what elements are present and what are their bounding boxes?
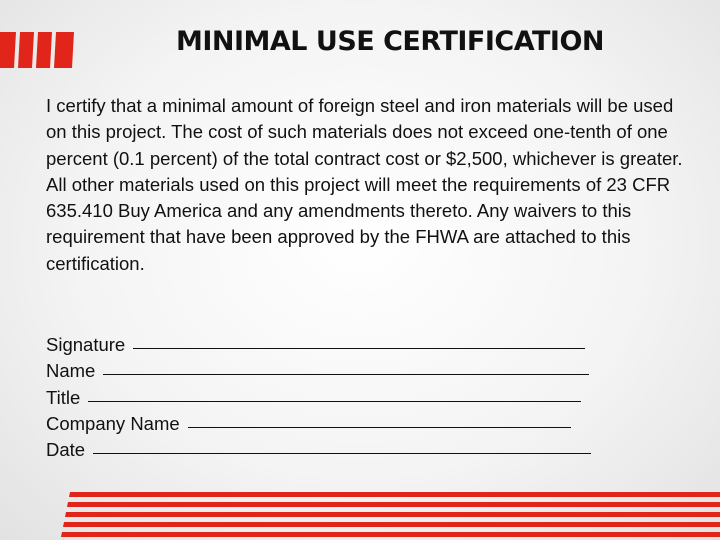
date-label: Date (46, 439, 86, 461)
title-blank (88, 384, 581, 402)
company-name-row (46, 411, 646, 437)
title-label: Title (46, 386, 81, 408)
certification-text: I certify that a minimal amount of foreign steel and iron materials will be used on this project. The cost of such materials does not exceed one-tenth of one percent (0.1 percent) of the total contract cost or $2,500, whichever is greater. All other materials used on this project will meet the requirements of 23 CFR 635.410 Buy America and any amendments thereto. Any waivers to this requirement that have been approved by the FHWA are attached to this certification. (46, 95, 683, 274)
red-footer-stripes (60, 488, 720, 540)
footer-stripe (69, 492, 720, 497)
red-stripe (18, 32, 34, 68)
red-stripe (36, 32, 52, 68)
footer-stripe (63, 522, 720, 527)
name-blank (103, 357, 589, 375)
red-stripe (54, 32, 74, 68)
company-name-blank (188, 410, 571, 428)
red-stripe (0, 32, 16, 68)
signature-row (46, 332, 646, 358)
name-row (46, 358, 646, 384)
page-title: MINIMAL USE CERTIFICATION (175, 26, 605, 57)
red-stripes-logo (0, 30, 80, 70)
signature-block (46, 332, 646, 463)
date-blank (93, 436, 591, 454)
company-name-label: Company Name (46, 412, 180, 434)
signature-label: Signature (46, 334, 126, 355)
footer-stripe (61, 532, 720, 537)
footer-stripe (65, 512, 720, 517)
name-label: Name (46, 360, 96, 382)
signature-blank (133, 331, 585, 349)
footer-stripe (67, 502, 720, 507)
title-row (46, 385, 646, 411)
date-row (46, 437, 646, 463)
